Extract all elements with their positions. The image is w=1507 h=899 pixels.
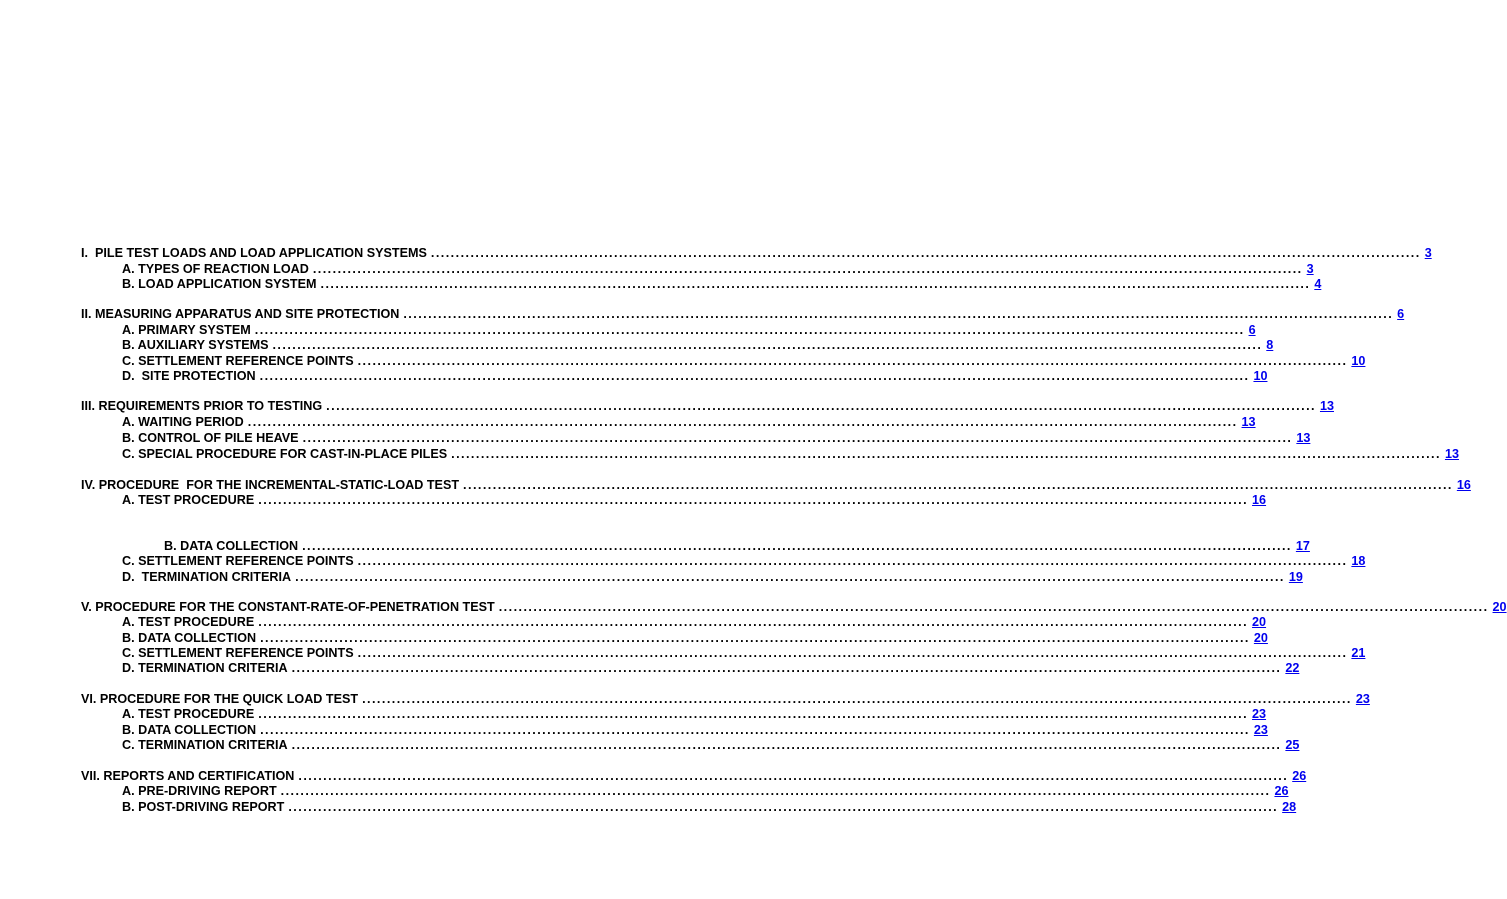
toc-page-link[interactable]: 26 (1292, 769, 1307, 783)
toc-leader-dots: ........................................................................................................................................................................................................ (258, 493, 1249, 507)
toc-leader-dots: ........................................................................................................................................................................................................ (498, 600, 1489, 614)
toc-leader-dots: ........................................................................................................................................................................................................ (430, 246, 1421, 260)
toc-entry-title-b-load-application-system: B. LOAD APPLICATION SYSTEM (122, 277, 317, 291)
toc-leader-dots: ........................................................................................................................................................................................................ (463, 478, 1453, 492)
toc-leader-dots: ........................................................................................................................................................................................................ (258, 615, 1249, 629)
toc-page-link[interactable]: 25 (1285, 738, 1300, 752)
toc-leader-dots: ........................................................................................................................................................................................................ (298, 769, 1289, 783)
toc-leader-dots: ........................................................................................................................................................................................................ (259, 369, 1250, 383)
toc-leader-dots: ........................................................................................................................................................................................................ (260, 723, 1250, 737)
toc-entry-title-a-pre-driving-report: A. PRE-DRIVING REPORT (122, 784, 277, 798)
toc-entry-11 (122, 430, 1311, 446)
toc-entry-title-b-auxiliary-systems: B. AUXILIARY SYSTEMS (122, 338, 269, 352)
toc-page-link[interactable]: 13 (1296, 431, 1311, 445)
toc-entry-title-ii-measuring-apparatus-and-site-protection: II. MEASURING APPARATUS AND SITE PROTECTION (81, 307, 400, 321)
toc-page-link[interactable]: 10 (1253, 369, 1268, 383)
toc-leader-dots: ........................................................................................................................................................................................................ (260, 631, 1250, 645)
toc-entry-title-a-waiting-period: A. WAITING PERIOD (122, 415, 244, 429)
toc-page-link[interactable]: 13 (1241, 415, 1256, 429)
toc-leader-dots: ........................................................................................................................................................................................................ (357, 554, 1348, 568)
toc-entry-title-c-settlement-reference-points: C. SETTLEMENT REFERENCE POINTS (122, 646, 354, 660)
toc-leader-dots: ........................................................................................................................................................................................................ (291, 661, 1282, 675)
toc-entry-14 (122, 492, 1267, 508)
toc-page-link[interactable]: 23 (1253, 723, 1268, 737)
toc-page-link[interactable]: 20 (1253, 631, 1268, 645)
toc-leader-dots: ........................................................................................................................................................................................................ (326, 399, 1316, 413)
toc-entry-2 (122, 261, 1314, 277)
toc-entry-12 (122, 446, 1459, 462)
toc-leader-dots: ........................................................................................................................................................................................................ (451, 447, 1441, 461)
toc-entry-28 (122, 783, 1289, 799)
toc-entry-6 (122, 337, 1274, 353)
toc-entry-title-a-types-of-reaction-load: A. TYPES OF REACTION LOAD (122, 262, 309, 276)
toc-entry-title-a-primary-system: A. PRIMARY SYSTEM (122, 323, 251, 337)
toc-page-link[interactable]: 13 (1319, 399, 1334, 413)
toc-entry-24 (122, 706, 1267, 722)
toc-page-link[interactable]: 6 (1397, 307, 1405, 321)
toc-entry-title-iv-procedure-for-the-incremental-static-load-test: IV. PROCEDURE FOR THE INCREMENTAL-STATIC-LOAD TEST (81, 478, 460, 492)
toc-entry-title-v-procedure-for-the-constant-rate-of-penetration-test: V. PROCEDURE FOR THE CONSTANT-RATE-OF-PENETRATION TEST (81, 600, 495, 614)
toc-leader-dots: ........................................................................................................................................................................................................ (403, 307, 1394, 321)
toc-entry-title-d-site-protection: D. SITE PROTECTION (122, 369, 256, 383)
toc-leader-dots: ........................................................................................................................................................................................................ (320, 277, 1311, 291)
toc-page-link[interactable]: 18 (1351, 554, 1366, 568)
toc-leader-dots: ........................................................................................................................................................................................................ (362, 692, 1352, 706)
toc-leader-dots: ........................................................................................................................................................................................................ (247, 415, 1238, 429)
toc-leader-dots: ........................................................................................................................................................................................................ (258, 707, 1249, 721)
toc-entry-26 (122, 737, 1300, 753)
toc-entry-title-a-test-procedure: A. TEST PROCEDURE (122, 493, 255, 507)
toc-entry-title-b-control-of-pile-heave: B. CONTROL OF PILE HEAVE (122, 431, 299, 445)
toc-entry-title-b-data-collection: B. DATA COLLECTION (122, 723, 257, 737)
toc-leader-dots: ........................................................................................................................................................................................................ (312, 262, 1303, 276)
toc-entry-title-b-post-driving-report: B. POST-DRIVING REPORT (122, 800, 285, 814)
toc-page-link[interactable]: 13 (1444, 447, 1459, 461)
toc-leader-dots: ........................................................................................................................................................................................................ (288, 800, 1279, 814)
toc-entry-13 (81, 477, 1471, 493)
toc-page-link[interactable]: 22 (1285, 661, 1300, 675)
toc-entry-25 (122, 722, 1268, 738)
toc-entry-title-a-test-procedure: A. TEST PROCEDURE (122, 615, 255, 629)
toc-entry-22 (122, 660, 1300, 676)
toc-leader-dots: ........................................................................................................................................................................................................ (254, 323, 1245, 337)
toc-entry-title-d-termination-criteria: D. TERMINATION CRITERIA (122, 661, 288, 675)
toc-leader-dots: ........................................................................................................................................................................................................ (302, 431, 1293, 445)
toc-page-link[interactable]: 26 (1274, 784, 1289, 798)
toc-entry-title-i-pile-test-loads-and-load-application-systems: I. PILE TEST LOADS AND LOAD APPLICATION SYSTEMS (81, 246, 427, 260)
toc-entry-17 (122, 569, 1303, 585)
toc-page-link[interactable]: 16 (1252, 493, 1267, 507)
toc-entry-title-c-settlement-reference-points: C. SETTLEMENT REFERENCE POINTS (122, 554, 354, 568)
toc-page-link[interactable]: 16 (1456, 478, 1471, 492)
toc-page-link[interactable]: 23 (1355, 692, 1370, 706)
toc-page-link[interactable]: 10 (1351, 354, 1366, 368)
toc-page-link[interactable]: 3 (1306, 262, 1314, 276)
toc-page-link[interactable]: 4 (1314, 277, 1322, 291)
toc-entry-21 (122, 645, 1366, 661)
toc-entry-29 (122, 799, 1297, 815)
toc-leader-dots: ........................................................................................................................................................................................................ (280, 784, 1271, 798)
toc-entry-19 (122, 614, 1267, 630)
toc-entry-title-a-test-procedure: A. TEST PROCEDURE (122, 707, 255, 721)
toc-entry-title-d-termination-criteria: D. TERMINATION CRITERIA (122, 570, 292, 584)
toc-page-link[interactable]: 28 (1282, 800, 1297, 814)
toc-leader-dots: ........................................................................................................................................................................................................ (357, 646, 1348, 660)
toc-page-link[interactable]: 8 (1266, 338, 1274, 352)
toc-entry-title-c-settlement-reference-points: C. SETTLEMENT REFERENCE POINTS (122, 354, 354, 368)
toc-entry-title-c-special-procedure-for-cast-in-place-piles: C. SPECIAL PROCEDURE FOR CAST-IN-PLACE PILES (122, 447, 448, 461)
toc-entry-title-vi-procedure-for-the-quick-load-test: VI. PROCEDURE FOR THE QUICK LOAD TEST (81, 692, 359, 706)
toc-entry-4 (81, 306, 1405, 322)
toc-leader-dots: ........................................................................................................................................................................................................ (291, 738, 1282, 752)
toc-entry-8 (122, 368, 1268, 384)
toc-entry-5 (122, 322, 1256, 338)
toc-entry-title-b-data-collection: B. DATA COLLECTION (164, 539, 299, 553)
toc-page-link[interactable]: 20 (1492, 600, 1507, 614)
toc-page-link[interactable]: 20 (1252, 615, 1267, 629)
toc-page-link[interactable]: 23 (1252, 707, 1267, 721)
toc-page-link[interactable]: 17 (1295, 539, 1310, 553)
toc-leader-dots: ........................................................................................................................................................................................................ (272, 338, 1263, 352)
toc-entry-20 (122, 630, 1268, 646)
toc-entry-16 (122, 553, 1366, 569)
toc-leader-dots: ........................................................................................................................................................................................................ (295, 570, 1285, 584)
toc-leader-dots: ........................................................................................................................................................................................................ (302, 539, 1292, 553)
toc-entry-3 (122, 276, 1322, 292)
toc-entry-9 (81, 398, 1334, 414)
toc-entry-title-b-data-collection: B. DATA COLLECTION (122, 631, 257, 645)
toc-entry-15 (164, 538, 1310, 554)
toc-entry-10 (122, 414, 1256, 430)
toc-page-link[interactable]: 19 (1288, 570, 1303, 584)
toc-entry-27 (81, 768, 1307, 784)
toc-entry-1 (81, 245, 1432, 261)
toc-leader-dots: ........................................................................................................................................................................................................ (357, 354, 1348, 368)
toc-entry-title-iii-requirements-prior-to-testing: III. REQUIREMENTS PRIOR TO TESTING (81, 399, 323, 413)
toc-entry-7 (122, 353, 1366, 369)
toc-entry-23 (81, 691, 1370, 707)
toc-page-link[interactable]: 6 (1248, 323, 1256, 337)
toc-entry-title-vii-reports-and-certification: VII. REPORTS AND CERTIFICATION (81, 769, 295, 783)
toc-page-link[interactable]: 21 (1351, 646, 1366, 660)
toc-entry-18 (81, 599, 1507, 615)
toc-page-link[interactable]: 3 (1424, 246, 1432, 260)
toc-entry-title-c-termination-criteria: C. TERMINATION CRITERIA (122, 738, 288, 752)
